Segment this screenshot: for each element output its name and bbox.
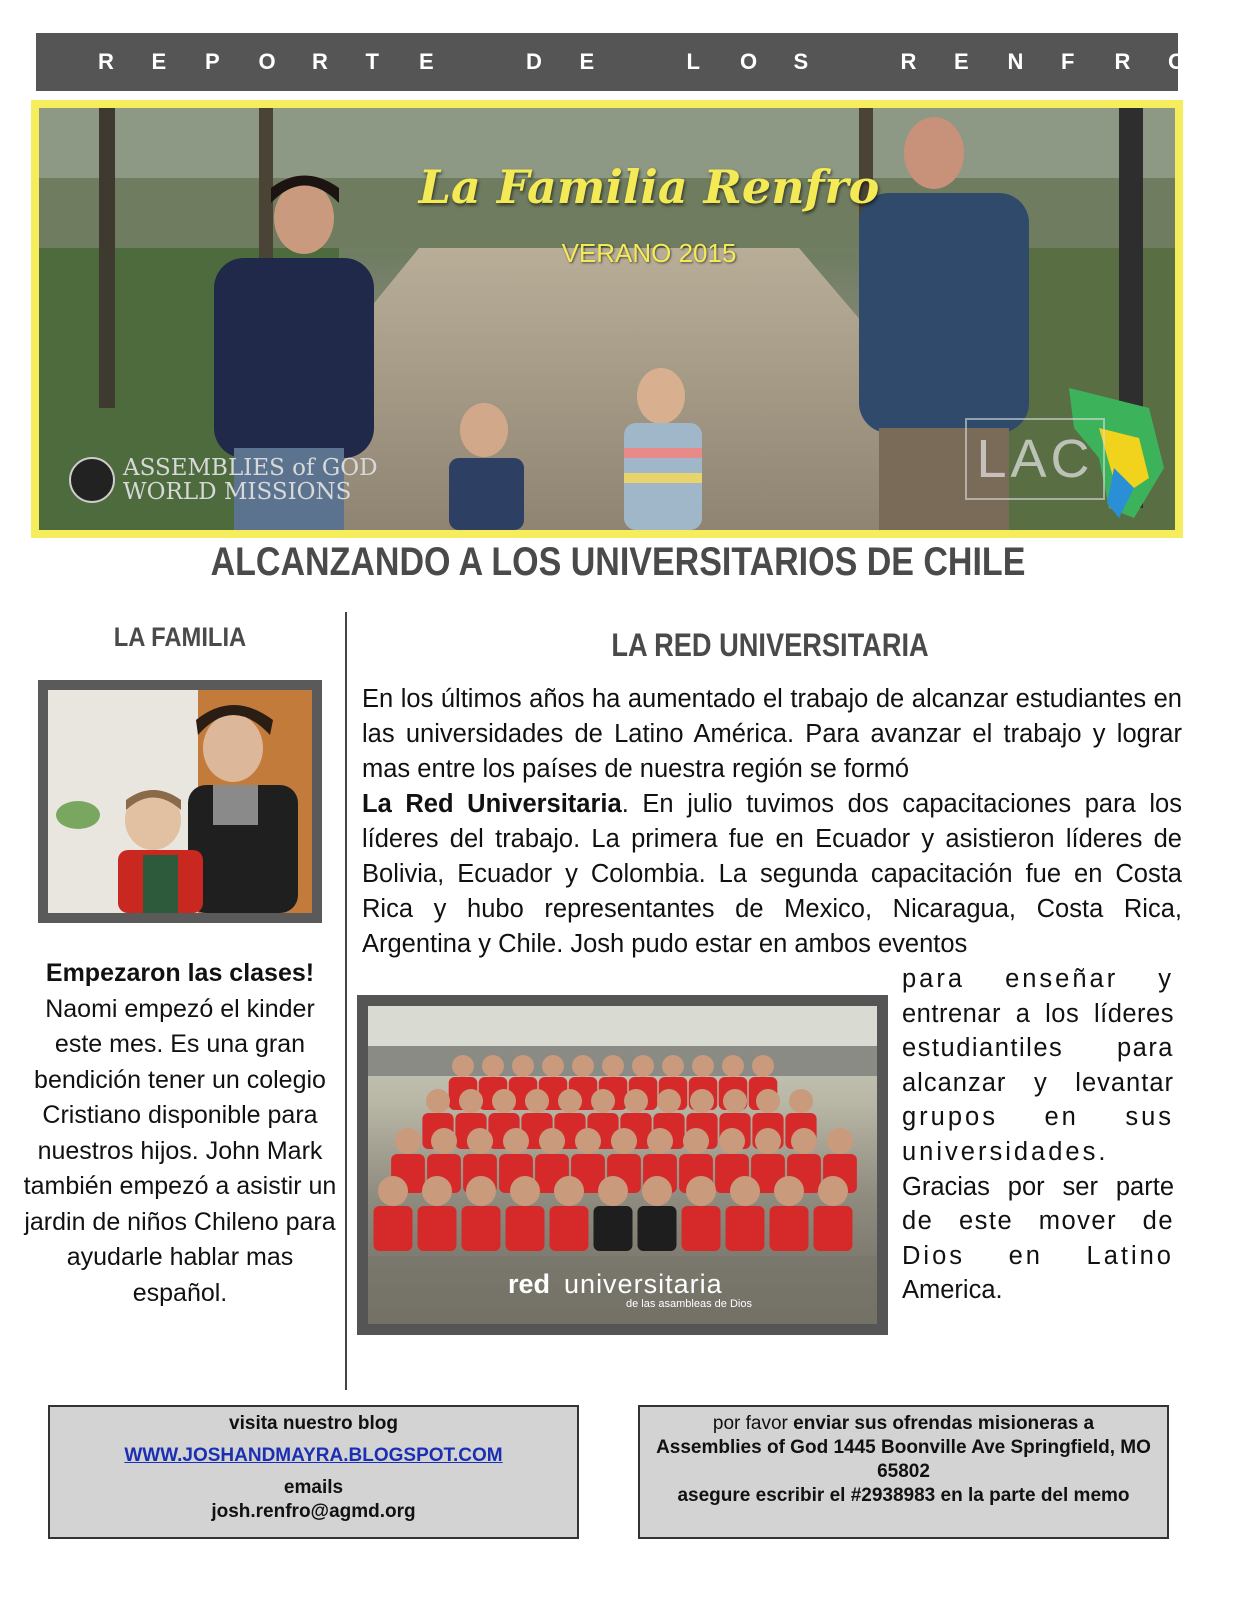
familia-intro: Empezaron las clases! [45, 959, 315, 987]
group-member-shirt [594, 1206, 633, 1251]
group-member-head [611, 1128, 637, 1154]
agwm-logo-line2: WORLD MISSIONS [123, 479, 352, 505]
side-line: America. [902, 1276, 1003, 1305]
group-member-head [818, 1176, 848, 1206]
group-member-head [686, 1176, 716, 1206]
group-member-head [510, 1176, 540, 1206]
group-member-head [459, 1089, 483, 1113]
group-member-head [827, 1128, 853, 1154]
group-member-head [426, 1089, 450, 1113]
group-member-head [466, 1176, 496, 1206]
toy-dinosaur [56, 801, 100, 829]
group-member-shirt [638, 1206, 677, 1251]
group-member-head [690, 1089, 714, 1113]
group-member-head [602, 1055, 624, 1077]
red-paragraph-end: . En julio tuvimos dos capacitaciones para los líderes del trabajo. La primera fue en Ecuador y asistieron líderes de Bolivia, Ecuador y Colombia. La segunda capacitación fue en Costa Rica y hubo representantes de Mexico, Nicaragua, Costa Rica, Argentina y Chile. Josh pudo estar en ambos eventos [362, 790, 1182, 958]
group-member-head [789, 1089, 813, 1113]
side-line: universidades. [902, 1137, 1109, 1166]
donation-prefix: por favor [712, 1413, 788, 1434]
side-line: Gracias por ser parte [902, 1172, 1174, 1201]
newsletter-banner [36, 33, 1186, 91]
hero-subtitle: VERANO 2015 [561, 238, 737, 268]
main-heading: ALCANZANDO A LOS UNIVERSITARIOS DE CHILE [210, 540, 1026, 584]
group-member-head [467, 1128, 493, 1154]
banner-letter: S [793, 49, 809, 74]
blog-label: visita nuestro blog [229, 1413, 398, 1434]
group-member-head [591, 1089, 615, 1113]
group-member-head [683, 1128, 709, 1154]
blog-contact-box [48, 1405, 579, 1539]
red-universitaria-logo [508, 1269, 752, 1310]
group-member-head [572, 1055, 594, 1077]
emails-label: emails [283, 1477, 344, 1498]
banner-letter: E [579, 49, 595, 74]
donation-line1: enviar sus ofrendas misioneras a [793, 1413, 1095, 1434]
agwm-logo [69, 456, 378, 504]
donation-address: Assemblies of God 1445 Boonville Ave Springfield, MO [656, 1437, 1151, 1458]
logo-red: red [508, 1269, 551, 1299]
group-member-head [575, 1128, 601, 1154]
group-member-shirt [770, 1206, 809, 1251]
group-member-head [503, 1128, 529, 1154]
donation-zip: 65802 [877, 1461, 930, 1482]
group-member-head [598, 1176, 628, 1206]
group-member-head [642, 1176, 672, 1206]
side-line: para enseñar y [902, 965, 1174, 993]
group-member-head [395, 1128, 421, 1154]
group-member-shirt [814, 1206, 853, 1251]
banner-letter: E [954, 49, 969, 74]
donation-memo: asegure escribir el #2938983 en la parte del memo [677, 1485, 1130, 1506]
banner-letter: L [686, 49, 700, 74]
familia-text [20, 956, 340, 1311]
group-member-head [719, 1128, 745, 1154]
banner-letter [633, 49, 687, 75]
group-member-head [723, 1089, 747, 1113]
side-line: estudiantiles para [902, 1034, 1174, 1063]
banner-title [98, 49, 1222, 75]
side-line: Dios en Latino [902, 1241, 1174, 1270]
group-member-head [512, 1055, 534, 1077]
group-member-head [791, 1128, 817, 1154]
globe-icon [69, 457, 115, 503]
group-member-head [756, 1089, 780, 1113]
side-line: grupos en sus [902, 1103, 1174, 1132]
group-people [374, 1055, 857, 1251]
banner-letter: R [98, 49, 114, 74]
group-member-head [422, 1176, 452, 1206]
group-member-head [722, 1055, 744, 1077]
group-member-head [431, 1128, 457, 1154]
group-member-head [378, 1176, 408, 1206]
group-member-head [525, 1089, 549, 1113]
logo-subtitle: de las asambleas de Dios [626, 1298, 752, 1310]
blog-link[interactable]: WWW.JOSHANDMAYRA.BLOGSPOT.COM [124, 1445, 503, 1466]
group-member-shirt [462, 1206, 501, 1251]
banner-letter: O [258, 49, 276, 74]
group-member-shirt [374, 1206, 413, 1251]
banner-letter: F [1061, 49, 1075, 74]
group-member-head [752, 1055, 774, 1077]
group-member-head [542, 1055, 564, 1077]
red-paragraph [362, 682, 1182, 962]
banner-letter: R [900, 49, 917, 74]
group-member-head [554, 1176, 584, 1206]
banner-letter [847, 49, 901, 75]
group-member-head [482, 1055, 504, 1077]
red-universitaria-term: La Red Universitaria [362, 790, 622, 818]
red-paragraph-side [902, 962, 1174, 1308]
logo-universitaria: universitaria [564, 1269, 723, 1299]
group-member-head [774, 1176, 804, 1206]
banner-letter: O [740, 49, 758, 74]
banner-letter: T [365, 49, 379, 74]
side-line: de este mover de [902, 1207, 1174, 1236]
group-member-head [632, 1055, 654, 1077]
hero-title: La Familia Renfro [418, 160, 880, 214]
girl-face [203, 714, 263, 782]
group-member-head [755, 1128, 781, 1154]
banner-letter: E [419, 49, 434, 74]
red-paragraph-start: En los últimos años ha aumentado el trabajo de alcanzar estudiantes en las universidades de Latino América. Para avanzar el trabajo y lograr mas entre los países de nuestra región se formó [362, 685, 1182, 783]
email-address: josh.renfro@agmd.org [211, 1501, 416, 1522]
banner-letter: P [205, 49, 220, 74]
group-member-shirt [726, 1206, 765, 1251]
column-divider [345, 612, 347, 1390]
banner-letter: O [1168, 49, 1186, 74]
group-member-head [539, 1128, 565, 1154]
agwm-logo-line1: ASSEMBLIES of GOD [123, 455, 378, 481]
group-member-shirt [550, 1206, 589, 1251]
banner-letter: D [526, 49, 542, 74]
familia-body: Naomi empezó el kinder este mes. Es una gran bendición tener un colegio Cristiano disponible para nuestros hijos. John Mark también empezó a asistir un jardin de niños Chileno para ayudarle hablar mas español. [23, 994, 337, 1307]
banner-letter: R [312, 49, 328, 74]
group-member-head [730, 1176, 760, 1206]
group-member-head [657, 1089, 681, 1113]
side-line: entrenar a los líderes [902, 999, 1174, 1028]
banner-letter [473, 49, 527, 75]
group-member-head [662, 1055, 684, 1077]
donation-box [638, 1405, 1169, 1539]
group-member-head [558, 1089, 582, 1113]
group-member-head [692, 1055, 714, 1077]
group-member-head [624, 1089, 648, 1113]
group-member-shirt [506, 1206, 545, 1251]
group-member-shirt [418, 1206, 457, 1251]
side-line: alcanzar y levantar [902, 1068, 1174, 1097]
section-heading-red: LA RED UNIVERSITARIA [611, 627, 929, 663]
banner-letter: E [151, 49, 167, 74]
kids-photo-scene [48, 690, 312, 913]
banner-letter: R [1114, 49, 1131, 74]
hero-photo [31, 100, 1183, 538]
group-photo [357, 995, 888, 1335]
section-heading-familia: LA FAMILIA [113, 622, 247, 652]
group-member-head [492, 1089, 516, 1113]
group-member-head [647, 1128, 673, 1154]
group-member-shirt [682, 1206, 721, 1251]
group-member-head [452, 1055, 474, 1077]
kids-photo [38, 680, 322, 923]
banner-letter: N [1007, 49, 1024, 74]
lac-logo: LAC [965, 418, 1105, 500]
